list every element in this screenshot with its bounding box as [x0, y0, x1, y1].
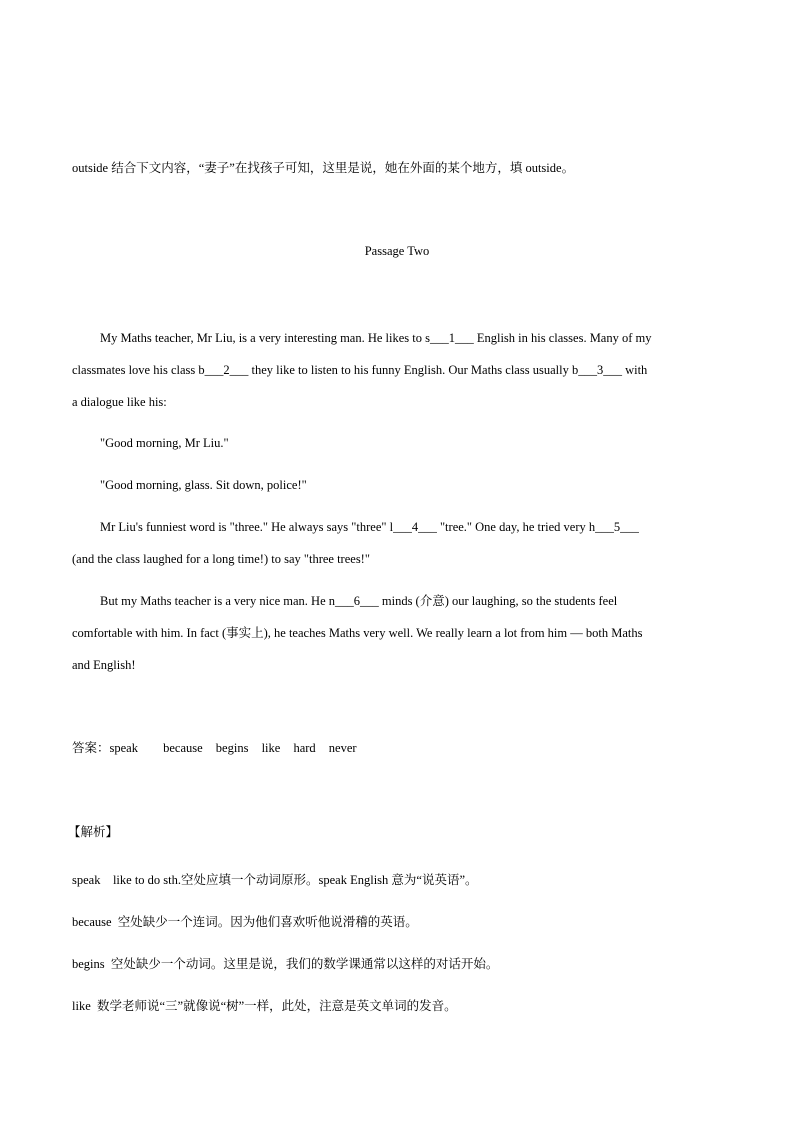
answer-5: hard [293, 741, 316, 755]
answer-3: begins [215, 741, 249, 755]
answer-6: never [328, 741, 357, 755]
paragraph-5-line-3: and English! [72, 658, 136, 672]
paragraph-3: "Good morning, glass. Sit down, police!" [100, 478, 307, 492]
paragraph-5-line-1: But my Maths teacher is a very nice man. He n___6___ minds (介意) our laughing, so the students feel [100, 594, 618, 608]
analysis-item-4: like 数学老师说“三”就像说“树”一样，此处，注意是英文单词的发音。 [72, 999, 457, 1013]
paragraph-1-line-3: a dialogue like his: [72, 395, 167, 409]
paragraph-1-line-1: My Maths teacher, Mr Liu, is a very interesting man. He likes to s___1___ English in his classes. Many of my [100, 331, 652, 345]
answer-2: because [163, 741, 203, 755]
paragraph-4-line-1: Mr Liu's funniest word is "three." He always says "three" l___4___ "tree." One day, he tried very h___5___ [100, 520, 639, 534]
passage-title: Passage Two [364, 244, 430, 258]
answer-1: speak [109, 741, 138, 755]
answers-label: 答案： [72, 741, 110, 755]
analysis-item-1: speak like to do sth.空处应填一个动词原形。speak English 意为“说英语”。 [72, 873, 478, 887]
analysis-heading: 【解析】 [68, 825, 119, 839]
intro-line: outside 结合下文内容，“妻子”在找孩子可知，这里是说，她在外面的某个地方，填 outside。 [72, 161, 575, 175]
paragraph-2: "Good morning, Mr Liu." [100, 436, 229, 450]
answers-line [72, 739, 722, 757]
analysis-item-2: because 空处缺少一个连词。因为他们喜欢听他说滑稽的英语。 [72, 915, 418, 929]
paragraph-5-line-2: comfortable with him. In fact (事实上), he teaches Maths very well. We really learn a lot from him — both Maths [72, 626, 643, 640]
answer-4: like [261, 741, 281, 755]
analysis-item-3: begins 空处缺少一个动词。这里是说，我们的数学课通常以这样的对话开始。 [72, 957, 499, 971]
paragraph-4-line-2: (and the class laughed for a long time!) to say "three trees!" [72, 552, 370, 566]
paragraph-1-line-2: classmates love his class b___2___ they like to listen to his funny English. Our Maths class usually b___3___ with [72, 363, 648, 377]
